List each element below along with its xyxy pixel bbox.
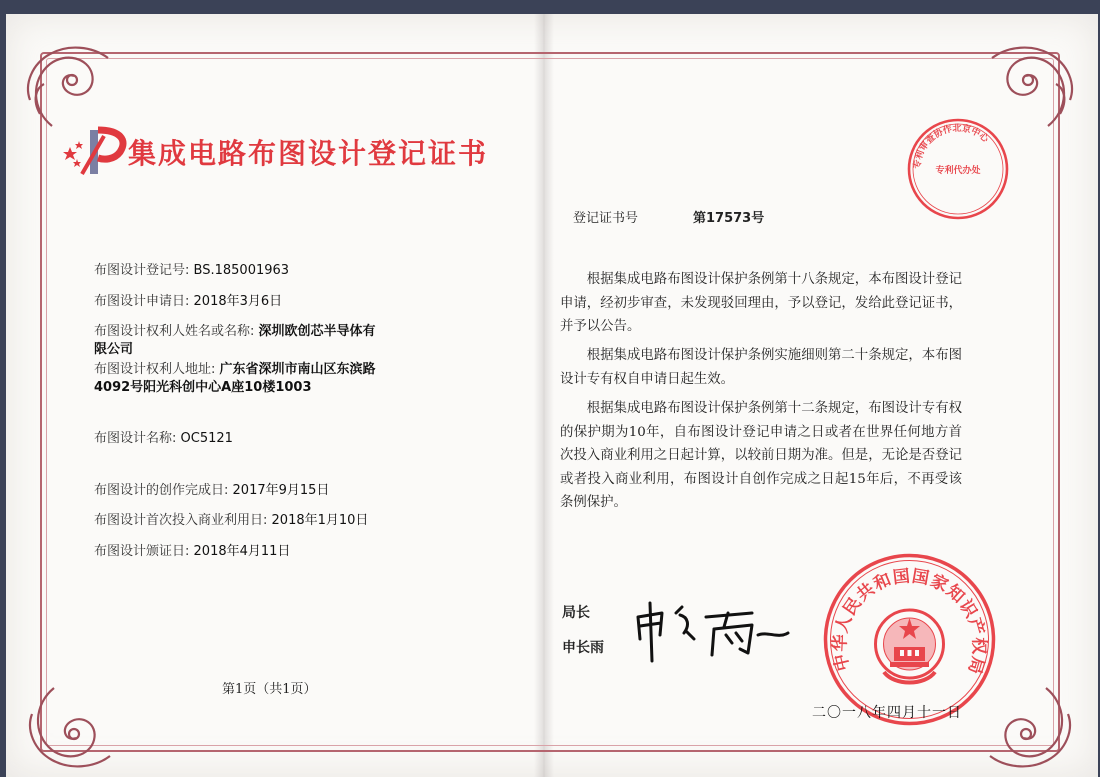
holder-name-line1: 深圳欧创芯半导体有 [258,324,376,339]
field-design-name [94,430,233,448]
reg-no-value: BS.185001963 [193,263,290,278]
cert-no-value: 第17573号 [693,211,765,226]
apply-date-label: 布图设计申请日: [94,294,190,309]
director-name: 申长雨 [562,640,604,656]
corner-ornament-top-left [22,40,112,130]
holder-name-line2: 限公司 [94,342,134,357]
national-emblem-icon [876,610,944,683]
svg-text:专利审查协作北京中心 [911,122,992,169]
national-ip-administration-seal [822,552,997,727]
corner-ornament-bottom-left [24,684,114,774]
issue-date-chinese: 二〇一八年四月十一日 [812,705,962,721]
corner-ornament-bottom-right [986,684,1076,774]
field-reg-no [94,262,289,280]
field-commercial-date [94,512,368,530]
design-name-value: OC5121 [180,431,233,446]
field-creation-date [94,482,329,500]
issue-date-value: 2018年4月11日 [193,544,291,559]
legal-paragraph-1: 根据集成电路布图设计保护条例第十八条规定，本布图设计登记申请，经初步审查，未发现驳回理由，予以登记，发给此登记证书，并予以公告。 [560,272,962,334]
seal-top-outer-text: 专利审查协作北京中心 [912,123,991,170]
commercial-date-value: 2018年1月10日 [271,513,369,528]
holder-label: 布图设计权利人姓名或名称: [94,324,255,339]
agency-seal-small [906,117,1010,221]
address-label: 布图设计权利人地址: [94,362,216,377]
field-holder [94,323,434,359]
director-signature [628,595,798,665]
address-line1: 广东省深圳市南山区东滨路 [219,362,376,377]
certificate-header [58,118,508,180]
creation-date-value: 2017年9月15日 [232,483,330,498]
address-line2: 4092号阳光科创中心A座10楼1003 [94,380,312,395]
field-address [94,361,434,397]
legal-paragraph-2: 根据集成电路布图设计保护条例实施细则第二十条规定，本布图设计专有权自申请日起生效。 [560,348,962,387]
cert-no-label: 登记证书号 [573,211,639,226]
issue-date-label: 布图设计颁证日: [94,544,190,559]
commercial-date-label: 布图设计首次投入商业利用日: [94,513,268,528]
legal-paragraph-3: 根据集成电路布图设计保护条例第十二条规定，布图设计专有权的保护期为10年，自布图设计登记申请之日或者在世界任何地方首次投入商业利用之日起计算，以较前日期为准。但是，无论是否登记或者投入商业利用，布图设计自创作完成之日起15年后，不再受该条例保护。 [560,401,962,510]
ip-logo-icon [58,122,130,178]
field-apply-date [94,293,282,311]
seal-big-text: 中华人民共和国国家知识产权局 [830,566,989,678]
director-title: 局长 [562,605,590,621]
creation-date-label: 布图设计的创作完成日: [94,483,229,498]
seal-top-inner-text: 专利代办处 [935,166,981,176]
page-number: 第1页（共1页） [222,682,317,697]
design-name-label: 布图设计名称: [94,431,177,446]
certificate-title: 集成电路布图设计登记证书 [128,137,489,170]
apply-date-value: 2018年3月6日 [193,294,283,309]
field-issue-date [94,543,290,561]
reg-no-label: 布图设计登记号: [94,263,190,278]
